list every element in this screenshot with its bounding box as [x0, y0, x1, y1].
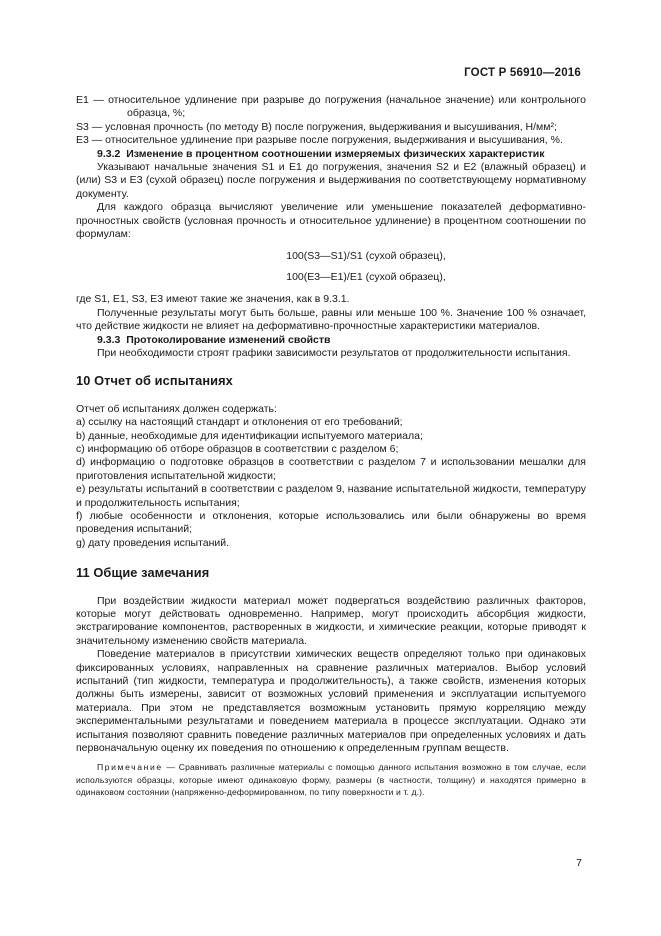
paragraph: Отчет об испытаниях должен содержать:	[76, 402, 277, 415]
report-items-list	[76, 416, 586, 550]
paragraph-where: где S1, E1, S3, E3 имеют такие же значения, как в 9.3.1.	[76, 293, 350, 306]
standard-header: ГОСТ Р 56910—2016	[464, 67, 581, 79]
list-item: b) данные, необходимые для идентификации испытуемого материала;	[76, 429, 423, 442]
subsection-heading-9-3-3	[76, 334, 586, 347]
list-item: d) информацию о подготовке образцов в соответствии с разделом 7 и использовании мешалки для приготовления испытательной жидкости;	[76, 456, 586, 482]
paragraph: При необходимости строят графики зависимости результатов от продолжительности испытания.	[97, 346, 571, 359]
note	[76, 761, 586, 798]
paragraph: Для каждого образца вычисляют увеличение или уменьшение показателей деформативно-прочностных свойств (условная прочность и относительное удлинение) в процентном соотношении по формулам:	[76, 201, 586, 241]
definition-e1: E1 — относительное удлинение при разрыве до погружения (начальное значение) или контрольного образца, %;	[76, 94, 586, 120]
subsection-title: Изменение в процентном соотношении измеряемых физических характеристик	[126, 147, 545, 160]
list-item: e) результаты испытаний в соответствии с разделом 9, название испытательной жидкости, температуру и продолжительность испытания;	[76, 483, 586, 509]
paragraph: При воздействии жидкости материал может подвергаться воздействию различных факторов, которые могут действовать одновременно. Например, могут происходить абсорбция жидкости, экстрагирование компонентов, растворенных в жидкости, и химические реакции, которые приводят к значительному изменению свойств материала.	[76, 594, 586, 647]
page-content	[76, 94, 586, 799]
page-number: 7	[576, 857, 582, 869]
list-item: g) дату проведения испытаний.	[76, 536, 230, 549]
formula-1: 100(S3—S1)/S1 (сухой образец),	[286, 250, 446, 263]
note-text: — Сравнивать различные материалы с помощью данного испытания возможно в том случае, если используются образцы, которые имеют одинаковую форму, размеры (в частности, толщину) и находятся примерно в одинаковом состоянии (напряженно-деформированном, по типу поверхности и т. д.).	[76, 762, 586, 798]
subsection-title: Протоколирование изменений свойств	[126, 333, 331, 346]
formula-2: 100(E3—E1)/E1 (сухой образец),	[286, 270, 446, 283]
paragraph: Поведение материалов в присутствии химических веществ определяют только при одинаковых фиксированных условиях, направленных на сравнение различных материалов. Выбор условий испытаний (тип жидкости, температура и продолжительность), а также свойств, изменения которых должны быть измерены, зависит от возможных условий применения и эксплуатации испытуемого материала. При этом не представляется возможным установить прямую корреляцию между экспериментальными результатами и поведением материала в процессе эксплуатации. Однако эти испытания позволяют сравнить поведение различных материалов при определенных условиях и дать первоначальную оценку их поведения по отношению к определенным группам веществ.	[76, 648, 586, 755]
subsection-number: 9.3.3	[97, 333, 121, 346]
note-label: Примечание	[97, 762, 163, 773]
list-item: c) информацию об отборе образцов в соответствии с разделом 6;	[76, 442, 399, 455]
section-heading-10: 10 Отчет об испытаниях	[76, 373, 233, 389]
definition-e3: E3 — относительное удлинение при разрыве после погружения, выдерживания и высушивания, %.	[76, 134, 563, 147]
paragraph: Полученные результаты могут быть больше, равны или меньше 100 %. Значение 100 % означает, что действие жидкости не влияет на деформативно-прочностные характеристики материалов.	[76, 306, 586, 333]
definition-s3: S3 — условная прочность (по методу В) после погружения, выдерживания и высушивания, Н/мм²;	[76, 120, 557, 133]
subsection-number: 9.3.2	[97, 147, 121, 160]
list-item: f) любые особенности и отклонения, которые использовались или были обнаружены во время проведения испытаний;	[76, 509, 586, 536]
subsection-heading-9-3-2	[76, 148, 586, 161]
list-item: а) ссылку на настоящий стандарт и отклонения от его требований;	[76, 416, 403, 429]
section-heading-11: 11 Общие замечания	[76, 565, 210, 581]
paragraph: Указывают начальные значения S1 и E1 до погружения, значения S2 и E2 (влажный образец) и (или) S3 и E3 (сухой образец) после погружения и выдерживания по соответствующему нормативному документу.	[76, 161, 586, 200]
